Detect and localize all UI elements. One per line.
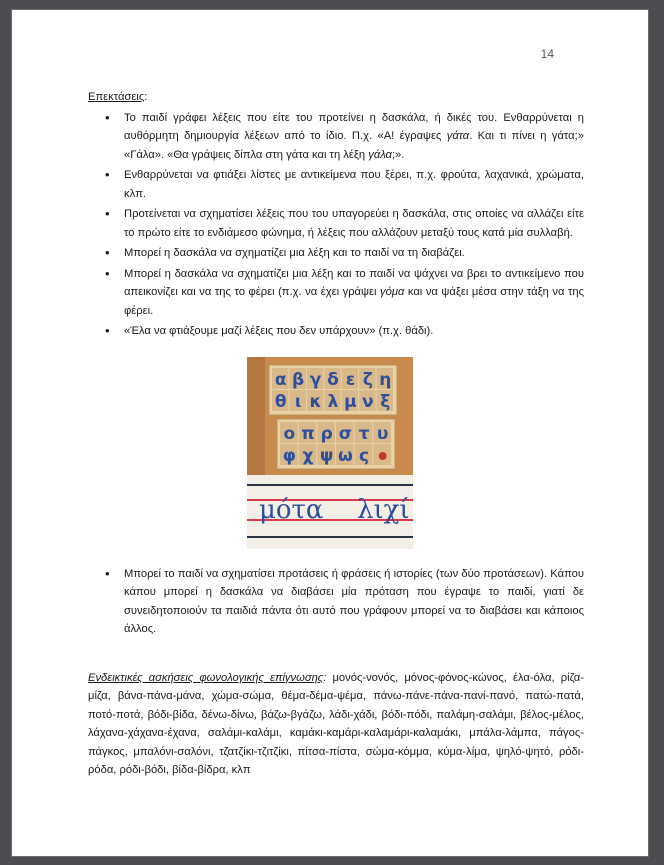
- section-heading-colon: :: [144, 91, 148, 103]
- list-item-text: ;».: [391, 148, 405, 161]
- tray-letter: θ: [274, 391, 287, 412]
- tray-letter: γ: [309, 369, 322, 390]
- italic-word: γάτα: [446, 130, 470, 142]
- list-item: • Προτείνεται να σχηματίσει λέξεις που του υπαγορεύει η δασκάλα, στις οποίες να αλλάζει είτε το πρώτο είτε το ενδιάμεσο φώνημα, ή λέξεις που αλλάζουν μεταξύ τους κατά μία συλλαβή.: [88, 205, 584, 242]
- tray-letter: φ: [282, 445, 296, 466]
- tray-letter: ψ: [319, 445, 334, 466]
- page-number: 14: [540, 47, 554, 61]
- tray-letter: μ: [344, 391, 357, 412]
- extensions-list: [88, 109, 584, 341]
- exercises-text: μονός-νονός, μόνος-φόνος-κώνος, έλα-όλα, ρίζα-μίζα, βάνα-πάνα-μάνα, χώμα-σώμα, θέμα-δέμα-ψέμα, πάνω-πάνε-πάνα-πανί-πανό, πατώ-πατά, ποτό-ποτά, βόδι-βίδα, δένω-δίνω, βάζω-βγάζω, λάδι-χάδι, βόδι-πόδι, παλάμη-σαλάμι, βέλος-μέλος, λάχανα-χάχανα-έχανα, σαλάμι-καλάμι, καμάκι-καμάρι-καλαμάρι-καλαμάκι, μπάλα-λάμπα, πάγος-πάγκος, μπαλόνι-σαλόνι, τζατζίκι-τζιτζίκι, πίτσα-πίστα, σώμα-κόμμα, κύμα-λίμα, ψηλό-ψητό, ρόδι-ρόδα, ρόδι-βόδι, βίδα-βίδρα, κλπ: [88, 671, 584, 776]
- list-item: • Μπορεί το παιδί να σχηματίσει προτάσεις ή φράσεις ή ιστορίες (των δύο προτάσεων). Κάπου κάπου μπορεί η δασκάλα να διαβάσει μία πρόταση που έγραψε το παιδί, γιατί δε συνειδητοποιούν τα παιδιά πάντα ότι αυτό που γράφουν μπορεί να το διαβάσει και κάποιος άλλος.: [88, 565, 584, 639]
- tray-letter: χ: [302, 445, 314, 466]
- tray-letter: κ: [309, 391, 322, 412]
- list-item: [88, 109, 584, 165]
- red-stain: [379, 452, 387, 460]
- tray-letter: ε: [345, 369, 356, 390]
- tray-letter: π: [301, 423, 315, 444]
- document-page: [12, 10, 648, 856]
- tray-letter: δ: [327, 369, 339, 390]
- tray-letter: η: [379, 369, 392, 390]
- list-item: • Μπορεί η δασκάλα να σχηματίζει μια λέξη και το παιδί να τη διαβάζει.: [88, 244, 584, 263]
- tray-letter: τ: [358, 423, 370, 444]
- extensions-list-continued: [88, 565, 584, 639]
- italic-word: γάλα: [368, 148, 392, 161]
- tray-letter: α: [274, 369, 287, 390]
- tray-letter: ι: [294, 391, 302, 412]
- letter-tray-top: [269, 365, 397, 415]
- cloth-word-2: λιχί: [357, 494, 410, 525]
- tray-letter: ω: [337, 445, 353, 466]
- photo-figure: [88, 357, 584, 549]
- list-item-text: και να ψάξει μέσα στην τάξη να της φέρει.: [124, 286, 584, 317]
- list-item: • Ενθαρρύνεται να φτιάξει λίστες με αντικείμενα που ξέρει, π.χ. φρούτα, λαχανικά, χρώματα, κλπ.: [88, 166, 584, 203]
- tray-letter: υ: [376, 423, 389, 444]
- section-heading: [88, 88, 584, 107]
- page-content: [88, 88, 584, 780]
- tray-letter: β: [292, 369, 305, 390]
- list-item: • «Έλα να φτιάξουμε μαζί λέξεις που δεν υπάρχουν» (π.χ. θάδι).: [88, 322, 584, 341]
- tray-letter: ζ: [362, 369, 373, 390]
- tray-letter: ν: [362, 391, 374, 412]
- tray-letter: λ: [327, 391, 339, 412]
- tray-letter: ξ: [380, 391, 391, 412]
- list-item-text: . Και τι πίνει η γάτα;» «Γάλα». «Θα γράψεις δίπλα στη γάτα και τη λέξη: [124, 130, 584, 161]
- list-item: [88, 265, 584, 321]
- letter-tray-bottom: [277, 419, 395, 469]
- list-item-text: Το παιδί γράφει λέξεις που είτε του προτείνει η δασκάλα, ή δικές του. Ενθαρρύνεται η αυθόρμητη δημιουργία λέξεων από το ίδιο. Π.χ. «Α! έγραψες: [124, 111, 584, 142]
- cloth-word-1: μότα: [259, 494, 324, 525]
- table-shadow: [247, 357, 265, 475]
- exercises-label-colon: :: [323, 671, 327, 684]
- tray-letter: ρ: [320, 423, 333, 444]
- tray-letter: σ: [338, 423, 352, 444]
- italic-word: γόμα: [380, 286, 405, 298]
- tray-letter: ο: [283, 423, 296, 444]
- section-heading-text: Επεκτάσεις: [88, 91, 145, 103]
- tray-letter: ς: [358, 445, 370, 466]
- exercises-paragraph: [88, 669, 584, 780]
- exercises-label: Ενδεικτικές ασκήσεις φωνολογικής επίγνωσης: [88, 671, 324, 684]
- movable-alphabet-photo: [247, 357, 413, 549]
- list-item-text: Μπορεί η δασκάλα να σχηματίζει μια λέξη και το παιδί να ψάχνει να βρει το αντικείμενο που απεικονίζει και να της το φέρει (π.χ. να έχει γράψει: [124, 267, 584, 298]
